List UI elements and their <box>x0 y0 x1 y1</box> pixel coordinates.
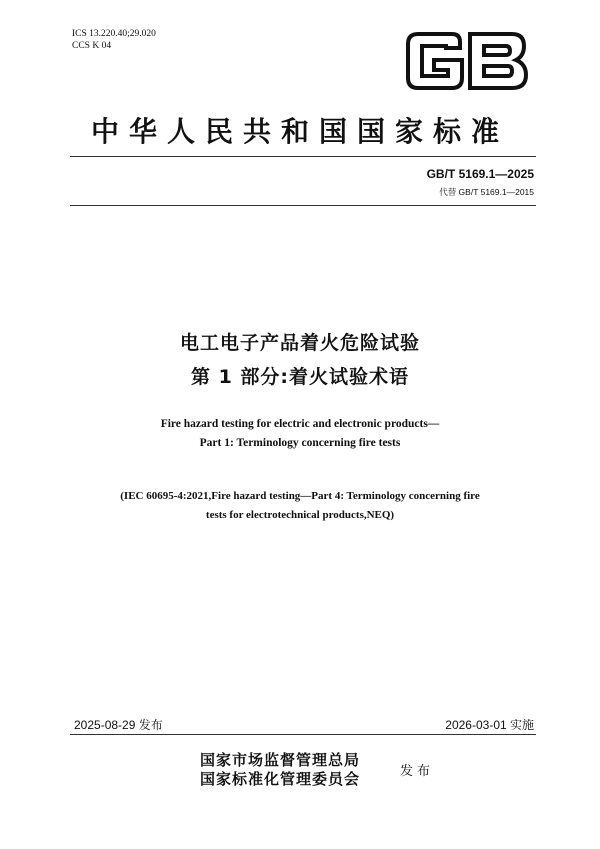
middle-divider <box>70 205 536 206</box>
issue-label: 发布 <box>400 764 435 779</box>
bottom-divider <box>70 734 536 735</box>
english-title-line-2: Part 1: Terminology concerning fire tests <box>199 437 401 449</box>
national-standard-title: 中华人民共和国国家标准 <box>90 115 509 148</box>
replaces-standard: 代替 GB/T 5169.1—2015 <box>439 187 534 197</box>
standard-number: GB/T 5169.1—2025 <box>426 167 534 181</box>
chinese-title-line-1: 电工电子产品着火危险试验 <box>179 332 420 354</box>
classification-codes <box>72 28 156 52</box>
issuer-sac: 国家标准化管理委员会 <box>200 770 361 788</box>
english-title-line-1: Fire hazard testing for electric and electronic products— <box>160 418 440 430</box>
chinese-title-line-2: 第 1 部分:着火试验术语 <box>190 366 410 388</box>
iec-reference-line-2: tests for electrotechnical products,NEQ) <box>205 509 395 521</box>
effective-date: 2026-03-01 实施 <box>445 718 534 732</box>
gb-logo <box>404 30 530 92</box>
issuer-samr: 国家市场监督管理总局 <box>200 751 361 769</box>
publish-date: 2025-08-29 发布 <box>74 718 163 732</box>
ccs-code: CCS K 04 <box>72 41 112 51</box>
issuing-authorities <box>200 751 360 789</box>
iec-reference-line-1: (IEC 60695-4:2021,Fire hazard testing—Part 4: Terminology concerning fire <box>120 490 480 502</box>
ics-code: ICS 13.220.40;29.020 <box>72 29 156 39</box>
top-divider <box>70 156 536 157</box>
